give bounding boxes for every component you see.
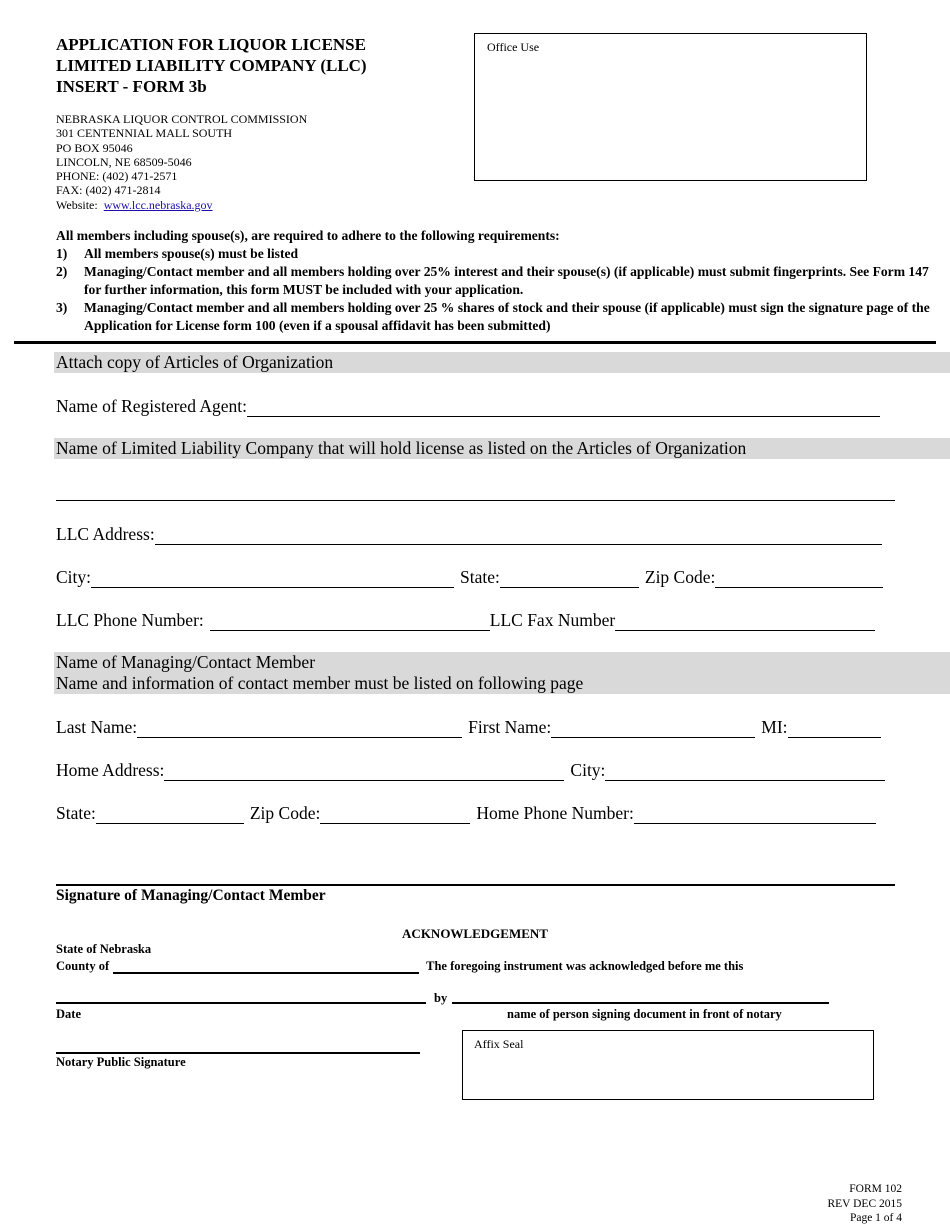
- ack-date-label: Date: [56, 1007, 81, 1021]
- section-divider: [14, 341, 936, 344]
- form-revision: REV DEC 2015: [827, 1197, 902, 1210]
- notary-signature-label: Notary Public Signature: [56, 1055, 186, 1069]
- llc-fax-label: LLC Fax Number: [489, 610, 616, 630]
- home-address-field[interactable]: [164, 764, 564, 781]
- requirement-item: 2) Managing/Contact member and all members holding over 25% interest and their spouse(s) (if applicable) must submit fingerprints. See Form 147 for further information, this form MUST be included with your application.: [56, 264, 929, 297]
- mi-field[interactable]: [788, 721, 881, 738]
- city-label: City:: [56, 567, 92, 587]
- acknowledgement-heading: ACKNOWLEDGEMENT: [402, 926, 548, 941]
- affix-seal-box: [462, 1030, 874, 1100]
- state-label: State:: [460, 567, 500, 587]
- ack-county-label: County of: [56, 959, 110, 973]
- home-city-label: City:: [570, 760, 606, 780]
- agency-fax: FAX: (402) 471-2814: [56, 183, 161, 198]
- home-address-label: Home Address:: [56, 760, 165, 780]
- home-address-row: [56, 760, 885, 781]
- agency-street: 301 CENTENNIAL MALL SOUTH: [56, 126, 233, 141]
- agency-address-block: [56, 112, 307, 212]
- title-line-1: APPLICATION FOR LIQUOR LICENSE: [56, 35, 366, 54]
- page-number: Page 1 of 4: [849, 1212, 902, 1224]
- ack-by-label: by: [434, 991, 448, 1005]
- notary-signature-field[interactable]: [56, 1040, 420, 1054]
- llc-name-field[interactable]: [56, 484, 895, 501]
- title-line-3: INSERT - FORM 3b: [56, 77, 207, 96]
- llc-phone-label: LLC Phone Number:: [56, 610, 204, 630]
- last-name-field[interactable]: [137, 721, 462, 738]
- managing-member-note: Name and information of contact member must be listed on following page: [56, 673, 584, 693]
- zip-field[interactable]: [715, 571, 883, 588]
- mi-label: MI:: [761, 717, 788, 737]
- ack-foregoing-text: The foregoing instrument was acknowledged before me this: [426, 959, 744, 973]
- registered-agent-field[interactable]: [247, 400, 880, 417]
- form-number: FORM 102: [849, 1183, 902, 1195]
- agency-city: LINCOLN, NE 68509-5046: [56, 154, 192, 169]
- ack-county-field[interactable]: [113, 960, 419, 974]
- attach-articles-heading: Attach copy of Articles of Organization: [54, 352, 950, 373]
- home-zip-label: Zip Code:: [249, 803, 321, 823]
- website-label: Website:: [56, 197, 98, 212]
- registered-agent-row: [56, 396, 880, 417]
- ack-person-field[interactable]: [452, 990, 829, 1004]
- home-state-field[interactable]: [96, 807, 244, 824]
- requirements-block: [56, 227, 936, 335]
- member-name-row: [56, 717, 881, 738]
- agency-website: [56, 198, 307, 212]
- llc-phone-field[interactable]: [210, 614, 490, 631]
- first-name-field[interactable]: [551, 721, 755, 738]
- form-title: [56, 34, 367, 97]
- llc-address-field[interactable]: [155, 528, 882, 545]
- signature-label: Signature of Managing/Contact Member: [56, 887, 326, 904]
- llc-name-heading: Name of Limited Liability Company that will hold license as listed on the Articles of Organization: [54, 438, 950, 459]
- home-state-zip-phone-row: [56, 803, 876, 824]
- title-line-2: LIMITED LIABILITY COMPANY (LLC): [56, 56, 367, 75]
- signature-field[interactable]: [56, 884, 895, 886]
- phone-fax-row: [56, 610, 875, 631]
- requirement-item: 3) Managing/Contact member and all members holding over 25 % shares of stock and their spouse (if applicable) must sign the signature page of the Application for License form 100 (even if a spousal affidavit has been submitted): [56, 300, 930, 333]
- home-phone-label: Home Phone Number:: [476, 803, 634, 823]
- agency-name: NEBRASKA LIQUOR CONTROL COMMISSION: [56, 112, 308, 126]
- managing-member-title: Name of Managing/Contact Member: [56, 652, 316, 672]
- footer-block: [827, 1182, 902, 1226]
- home-state-label: State:: [56, 803, 96, 823]
- registered-agent-label: Name of Registered Agent:: [56, 396, 247, 416]
- last-name-label: Last Name:: [56, 717, 138, 737]
- llc-address-label: LLC Address:: [56, 524, 155, 544]
- state-field[interactable]: [500, 571, 639, 588]
- city-state-zip-row: [56, 567, 883, 588]
- requirement-item: 1) All members spouse(s) must be listed: [56, 246, 299, 261]
- ack-state: State of Nebraska: [56, 942, 152, 956]
- affix-seal-label: Affix Seal: [474, 1037, 524, 1051]
- ack-person-caption: name of person signing document in front of notary: [507, 1007, 782, 1021]
- llc-address-row: [56, 524, 882, 545]
- home-city-field[interactable]: [605, 764, 885, 781]
- office-use-label: Office Use: [487, 40, 540, 54]
- website-link[interactable]: www.lcc.nebraska.gov: [103, 197, 213, 212]
- agency-phone: PHONE: (402) 471-2571: [56, 169, 178, 184]
- agency-po-box: PO BOX 95046: [56, 140, 133, 155]
- office-use-box: [474, 33, 867, 181]
- home-phone-field[interactable]: [634, 807, 876, 824]
- ack-date-field[interactable]: [56, 990, 426, 1004]
- ack-county-row: [56, 959, 743, 974]
- first-name-label: First Name:: [468, 717, 552, 737]
- city-field[interactable]: [91, 571, 454, 588]
- home-zip-field[interactable]: [320, 807, 470, 824]
- requirements-intro: All members including spouse(s), are required to adhere to the following requirements:: [56, 228, 560, 243]
- managing-member-heading: [54, 652, 950, 694]
- llc-fax-field[interactable]: [615, 614, 875, 631]
- zip-label: Zip Code:: [644, 567, 716, 587]
